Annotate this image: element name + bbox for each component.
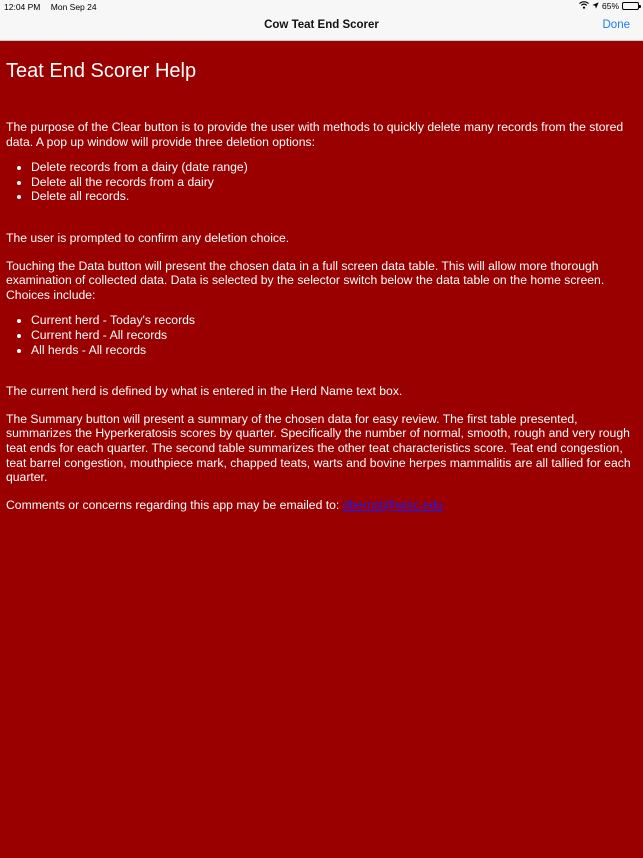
status-right [579,1,639,11]
data-button-description: Touching the Data button will present the chosen data in a full screen data table. This will allow more thorough examination of collected data. Data is selected by the selector switch below the data table on the home screen. Choices include: [6,258,605,302]
list-item: • Delete all records. [31,189,637,204]
done-button[interactable]: Done [602,19,630,31]
location-icon [592,1,599,11]
wifi-icon [579,1,589,11]
navigation-bar [0,14,643,41]
email-link[interactable]: dbernst@wisc.edu [342,497,444,512]
help-content [0,41,643,858]
confirm-description: The user is prompted to confirm any deletion choice. [6,230,290,245]
page-title: Teat End Scorer Help [6,60,197,82]
status-time: 12:04 PM [4,2,41,12]
list-item: • Current herd - Today's records [31,313,637,328]
current-herd-description: The current herd is defined by what is entered in the Herd Name text box. [6,384,403,399]
comments-line [6,498,637,513]
nav-title: Cow Teat End Scorer [264,19,379,31]
status-date: Mon Sep 24 [50,2,97,12]
battery-percent: 65% [601,1,619,11]
comments-text: Comments or concerns regarding this app may be emailed to: [6,497,340,512]
clear-button-description: The purpose of the Clear button is to provide the user with methods to quickly delete many records from the stored data. A pop up window will provide three deletion options: [6,120,624,149]
list-item: • Current herd - All records [31,328,637,343]
list-item: • Delete records from a dairy (date range) [31,160,637,175]
data-choices-list [6,313,637,357]
status-left [4,2,97,12]
list-item: • All herds - All records [31,343,637,358]
deletion-options-list [6,160,637,204]
status-bar [0,0,643,14]
summary-button-description: The Summary button will present a summary of the chosen data for easy review. The first table presented, summarizes the Hyperkeratosis scores by quarter. Specifically the number of normal, smooth, rough and very rough teat ends for each quarter. The second table summarizes the other teat characteristics score. Teat end congestion, teat barrel congestion, mouthpiece mark, chapped teats, warts and bovine herpes mammalitis are all tallied for each quarter. [6,411,631,485]
list-item: • Delete all the records from a dairy [31,175,637,190]
battery-icon [622,2,639,10]
